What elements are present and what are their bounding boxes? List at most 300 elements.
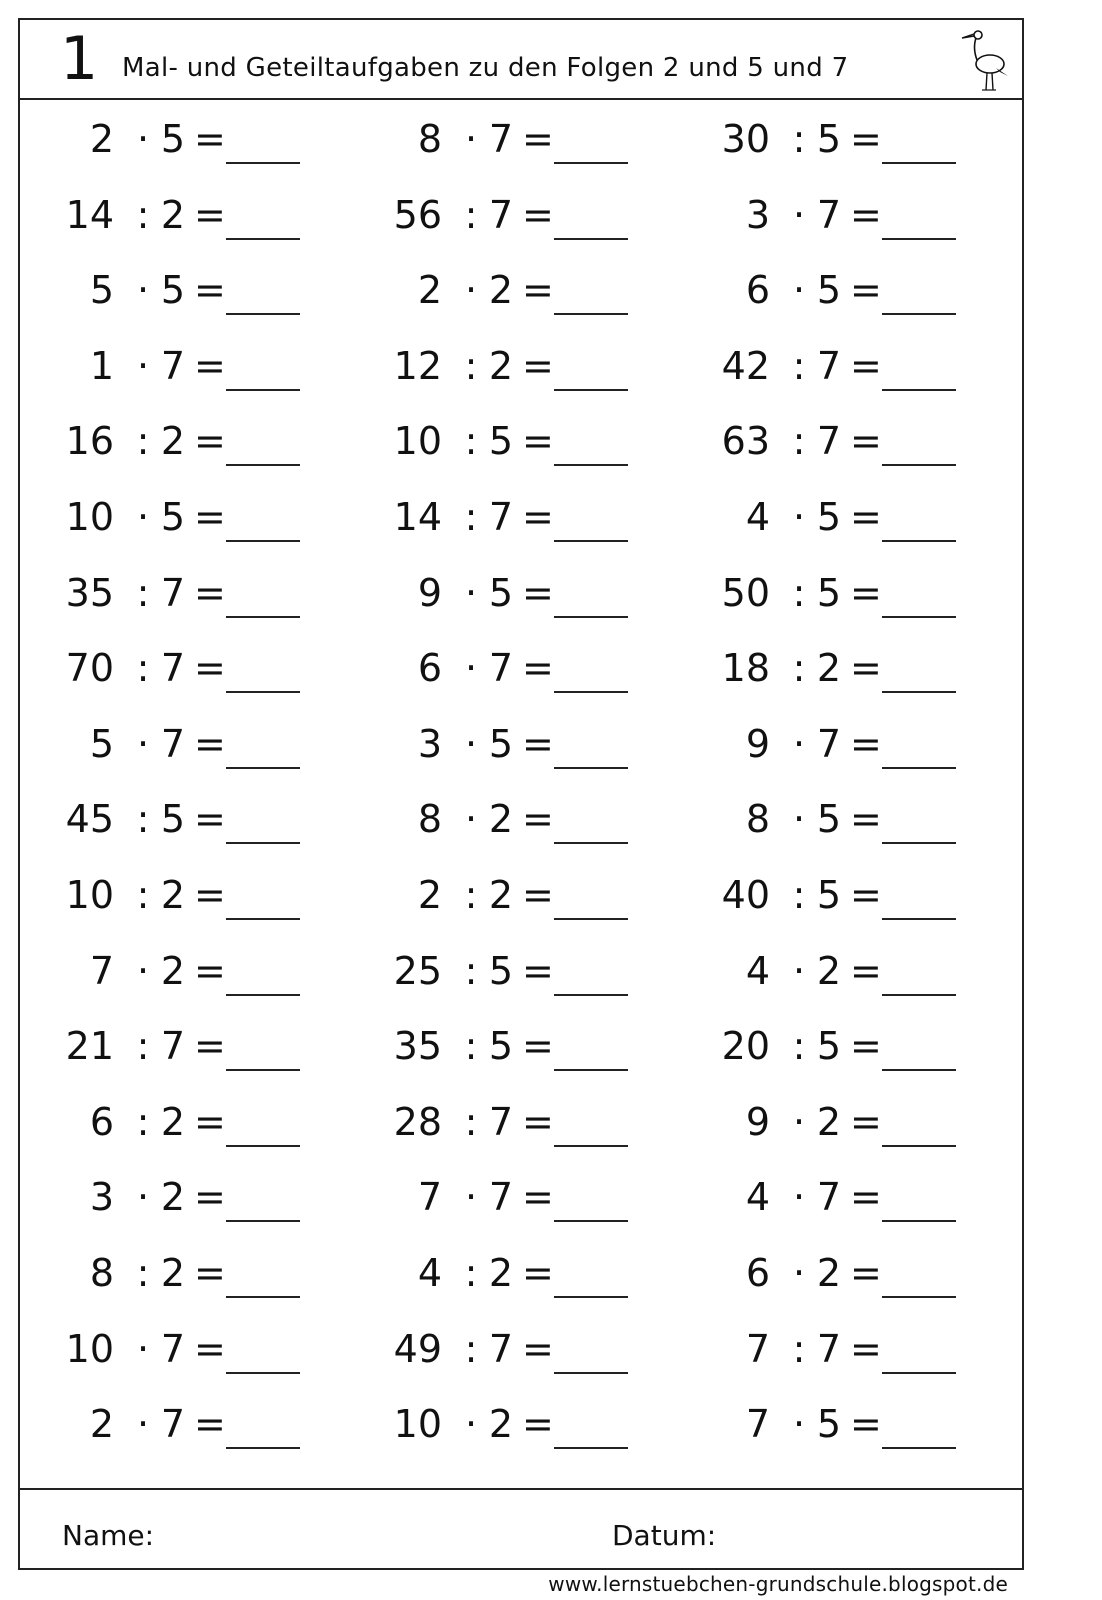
operand-a: 3 xyxy=(89,1175,114,1220)
math-task xyxy=(348,178,648,255)
equals-sign: = xyxy=(850,419,882,464)
math-task xyxy=(348,1236,648,1313)
answer-blank[interactable] xyxy=(226,1220,300,1222)
answer-blank[interactable] xyxy=(226,994,300,996)
math-task xyxy=(348,556,648,633)
equals-sign: = xyxy=(522,343,554,388)
answer-blank[interactable] xyxy=(882,162,956,164)
operand-a: 7 xyxy=(745,1326,770,1371)
answer-blank[interactable] xyxy=(554,1069,628,1071)
operand-a: 35 xyxy=(65,570,114,615)
operand-a: 4 xyxy=(745,948,770,993)
operand-b: 7 xyxy=(488,1326,514,1371)
operand-b: 5 xyxy=(160,117,186,161)
equals-sign: = xyxy=(194,1175,226,1220)
operand-a: 7 xyxy=(89,948,114,993)
operand-b: 7 xyxy=(488,495,514,539)
operand-b: 2 xyxy=(488,797,514,842)
answer-blank[interactable] xyxy=(226,162,300,164)
operator: · xyxy=(792,1175,806,1220)
operand-a: 35 xyxy=(393,1024,442,1069)
task-grid xyxy=(20,98,1022,1494)
operator: : xyxy=(792,419,806,464)
operand-a: 7 xyxy=(417,1175,442,1220)
math-task xyxy=(676,1387,976,1464)
operator: : xyxy=(464,192,478,237)
operand-b: 5 xyxy=(488,948,514,993)
name-label: Name: xyxy=(62,1519,155,1552)
operator: · xyxy=(136,343,150,388)
answer-blank[interactable] xyxy=(554,238,628,240)
answer-blank[interactable] xyxy=(554,767,628,769)
equals-sign: = xyxy=(850,117,882,161)
operand-a: 6 xyxy=(745,268,770,313)
equals-sign: = xyxy=(522,1251,554,1295)
operand-b: 2 xyxy=(488,268,514,313)
math-task xyxy=(348,782,648,859)
math-task xyxy=(676,1312,976,1389)
equals-sign: = xyxy=(850,797,882,842)
answer-blank[interactable] xyxy=(226,1372,300,1374)
equals-sign: = xyxy=(194,343,226,388)
operand-a: 28 xyxy=(393,1099,442,1144)
answer-blank[interactable] xyxy=(554,1372,628,1374)
math-task xyxy=(20,404,320,481)
operator: : xyxy=(464,1099,478,1144)
operator: : xyxy=(464,343,478,388)
equals-sign: = xyxy=(522,495,554,539)
operator: · xyxy=(792,1099,806,1144)
equals-sign: = xyxy=(522,1099,554,1144)
answer-blank[interactable] xyxy=(226,918,300,920)
worksheet-footer xyxy=(20,1488,1022,1568)
equals-sign: = xyxy=(194,495,226,539)
operand-b: 7 xyxy=(160,343,186,388)
equals-sign: = xyxy=(850,1175,882,1220)
operator: · xyxy=(792,192,806,237)
operator: · xyxy=(464,1402,478,1447)
equals-sign: = xyxy=(194,419,226,464)
operand-a: 8 xyxy=(89,1251,114,1295)
operand-a: 9 xyxy=(745,721,770,766)
operand-a: 21 xyxy=(65,1024,114,1069)
operand-a: 7 xyxy=(745,1402,770,1447)
task-row xyxy=(20,707,1022,784)
operand-b: 2 xyxy=(160,873,186,917)
math-task xyxy=(676,1236,976,1313)
operator: · xyxy=(464,268,478,313)
math-task xyxy=(676,707,976,784)
operand-b: 7 xyxy=(160,1326,186,1371)
operator: · xyxy=(464,721,478,766)
operator: : xyxy=(136,873,150,917)
answer-blank[interactable] xyxy=(882,767,956,769)
answer-blank[interactable] xyxy=(554,842,628,844)
answer-blank[interactable] xyxy=(226,1145,300,1147)
operator: : xyxy=(464,1251,478,1295)
math-task xyxy=(20,556,320,633)
equals-sign: = xyxy=(850,873,882,917)
operand-a: 70 xyxy=(65,646,114,691)
answer-blank[interactable] xyxy=(882,691,956,693)
math-task xyxy=(676,782,976,859)
answer-blank[interactable] xyxy=(226,1296,300,1298)
answer-blank[interactable] xyxy=(226,389,300,391)
equals-sign: = xyxy=(522,1024,554,1069)
operand-b: 7 xyxy=(816,1326,842,1371)
operator: · xyxy=(792,1251,806,1295)
task-row xyxy=(20,858,1022,935)
task-row xyxy=(20,329,1022,406)
operand-a: 6 xyxy=(745,1251,770,1295)
answer-blank[interactable] xyxy=(882,464,956,466)
math-task xyxy=(348,1312,648,1389)
operand-a: 20 xyxy=(721,1024,770,1069)
math-task xyxy=(20,102,320,179)
operator: : xyxy=(464,1326,478,1371)
operator: · xyxy=(136,1175,150,1220)
operand-b: 5 xyxy=(488,721,514,766)
operator: · xyxy=(792,268,806,313)
operand-b: 2 xyxy=(816,948,842,993)
operand-a: 56 xyxy=(393,192,442,237)
math-task xyxy=(348,1085,648,1162)
operand-a: 8 xyxy=(745,797,770,842)
operator: : xyxy=(464,1024,478,1069)
task-row xyxy=(20,178,1022,255)
answer-blank[interactable] xyxy=(882,842,956,844)
answer-blank[interactable] xyxy=(554,313,628,315)
equals-sign: = xyxy=(522,117,554,161)
math-task xyxy=(20,782,320,859)
task-row xyxy=(20,1312,1022,1389)
operator: · xyxy=(136,721,150,766)
math-task xyxy=(676,102,976,179)
math-task xyxy=(20,934,320,1011)
answer-blank[interactable] xyxy=(882,1372,956,1374)
math-task xyxy=(348,631,648,708)
operator: · xyxy=(792,797,806,842)
math-task xyxy=(348,404,648,481)
equals-sign: = xyxy=(194,797,226,842)
operand-a: 10 xyxy=(65,495,114,539)
math-task xyxy=(676,1085,976,1162)
answer-blank[interactable] xyxy=(554,1220,628,1222)
answer-blank[interactable] xyxy=(882,994,956,996)
math-task xyxy=(20,253,320,330)
operand-a: 2 xyxy=(417,873,442,917)
operand-a: 10 xyxy=(393,1402,442,1447)
operand-a: 3 xyxy=(745,192,770,237)
operator: : xyxy=(464,495,478,539)
answer-blank[interactable] xyxy=(226,313,300,315)
worksheet-number: 1 xyxy=(60,24,99,94)
operand-a: 10 xyxy=(393,419,442,464)
answer-blank[interactable] xyxy=(882,389,956,391)
answer-blank[interactable] xyxy=(882,540,956,542)
operand-b: 5 xyxy=(816,495,842,539)
equals-sign: = xyxy=(194,570,226,615)
math-task xyxy=(20,1009,320,1086)
math-task xyxy=(676,329,976,406)
operand-b: 7 xyxy=(488,646,514,691)
operand-a: 2 xyxy=(417,268,442,313)
answer-blank[interactable] xyxy=(882,238,956,240)
operand-b: 7 xyxy=(816,721,842,766)
answer-blank[interactable] xyxy=(554,540,628,542)
math-task xyxy=(676,480,976,557)
equals-sign: = xyxy=(850,495,882,539)
answer-blank[interactable] xyxy=(554,389,628,391)
operand-b: 5 xyxy=(160,797,186,842)
math-task xyxy=(676,631,976,708)
operand-b: 5 xyxy=(816,1402,842,1447)
answer-blank[interactable] xyxy=(226,767,300,769)
answer-blank[interactable] xyxy=(882,1447,956,1449)
operand-b: 5 xyxy=(816,873,842,917)
equals-sign: = xyxy=(522,192,554,237)
math-task xyxy=(20,1160,320,1237)
equals-sign: = xyxy=(850,948,882,993)
answer-blank[interactable] xyxy=(882,1220,956,1222)
operator: · xyxy=(136,268,150,313)
operand-b: 7 xyxy=(160,1402,186,1447)
operand-b: 7 xyxy=(488,117,514,161)
operand-b: 7 xyxy=(488,192,514,237)
operator: · xyxy=(464,117,478,161)
operand-a: 10 xyxy=(65,873,114,917)
equals-sign: = xyxy=(850,1099,882,1144)
operand-b: 2 xyxy=(488,873,514,917)
operand-a: 5 xyxy=(89,268,114,313)
worksheet-header xyxy=(20,20,1022,100)
operator: : xyxy=(136,1099,150,1144)
operator: : xyxy=(136,570,150,615)
task-row xyxy=(20,1160,1022,1237)
operator: · xyxy=(136,948,150,993)
website-url: www.lernstuebchen-grundschule.blogspot.de xyxy=(548,1572,1008,1596)
operand-b: 5 xyxy=(488,419,514,464)
operand-b: 7 xyxy=(160,646,186,691)
equals-sign: = xyxy=(850,646,882,691)
equals-sign: = xyxy=(194,1326,226,1371)
operand-a: 10 xyxy=(65,1326,114,1371)
operand-b: 7 xyxy=(816,343,842,388)
operator: · xyxy=(464,1175,478,1220)
operand-a: 8 xyxy=(417,797,442,842)
task-row xyxy=(20,1009,1022,1086)
equals-sign: = xyxy=(850,721,882,766)
operand-a: 14 xyxy=(65,192,114,237)
equals-sign: = xyxy=(522,1175,554,1220)
equals-sign: = xyxy=(850,268,882,313)
equals-sign: = xyxy=(522,268,554,313)
worksheet xyxy=(18,18,1024,1570)
operand-a: 40 xyxy=(721,873,770,917)
operand-b: 2 xyxy=(160,948,186,993)
equals-sign: = xyxy=(850,1251,882,1295)
math-task xyxy=(676,404,976,481)
operand-a: 2 xyxy=(89,117,114,161)
operator: · xyxy=(792,1402,806,1447)
answer-blank[interactable] xyxy=(554,616,628,618)
math-task xyxy=(20,707,320,784)
equals-sign: = xyxy=(194,948,226,993)
task-row xyxy=(20,102,1022,179)
task-row xyxy=(20,1085,1022,1162)
operator: : xyxy=(792,646,806,691)
operator: : xyxy=(792,343,806,388)
math-task xyxy=(20,858,320,935)
math-task xyxy=(20,1085,320,1162)
math-task xyxy=(348,858,648,935)
math-task xyxy=(676,1160,976,1237)
answer-blank[interactable] xyxy=(554,1296,628,1298)
operand-a: 9 xyxy=(417,570,442,615)
operator: : xyxy=(792,117,806,161)
equals-sign: = xyxy=(194,646,226,691)
answer-blank[interactable] xyxy=(882,1296,956,1298)
operand-a: 4 xyxy=(745,1175,770,1220)
answer-blank[interactable] xyxy=(226,1447,300,1449)
operator: : xyxy=(464,948,478,993)
operand-b: 5 xyxy=(816,268,842,313)
math-task xyxy=(348,707,648,784)
math-task xyxy=(676,253,976,330)
task-row xyxy=(20,404,1022,481)
operator: · xyxy=(136,1402,150,1447)
operator: : xyxy=(464,873,478,917)
equals-sign: = xyxy=(194,117,226,161)
math-task xyxy=(348,480,648,557)
operand-b: 2 xyxy=(488,343,514,388)
operand-a: 45 xyxy=(65,797,114,842)
task-row xyxy=(20,782,1022,859)
answer-blank[interactable] xyxy=(554,1447,628,1449)
answer-blank[interactable] xyxy=(882,1145,956,1147)
equals-sign: = xyxy=(522,873,554,917)
operator: : xyxy=(464,419,478,464)
operator: : xyxy=(792,1024,806,1069)
operand-b: 7 xyxy=(160,570,186,615)
operand-b: 7 xyxy=(488,1099,514,1144)
task-row xyxy=(20,631,1022,708)
equals-sign: = xyxy=(194,192,226,237)
operand-b: 5 xyxy=(816,1024,842,1069)
math-task xyxy=(676,934,976,1011)
answer-blank[interactable] xyxy=(554,994,628,996)
operand-a: 18 xyxy=(721,646,770,691)
operator: · xyxy=(464,646,478,691)
operand-a: 6 xyxy=(417,646,442,691)
equals-sign: = xyxy=(850,1402,882,1447)
answer-blank[interactable] xyxy=(882,616,956,618)
worksheet-title: Mal- und Geteiltaufgaben zu den Folgen 2 und 5 und 7 xyxy=(122,53,849,83)
operator: · xyxy=(792,495,806,539)
answer-blank[interactable] xyxy=(554,162,628,164)
equals-sign: = xyxy=(522,419,554,464)
operator: : xyxy=(792,1326,806,1371)
operand-b: 5 xyxy=(160,495,186,539)
equals-sign: = xyxy=(194,873,226,917)
operand-b: 5 xyxy=(816,570,842,615)
operator: · xyxy=(464,797,478,842)
equals-sign: = xyxy=(522,1326,554,1371)
math-task xyxy=(20,329,320,406)
answer-blank[interactable] xyxy=(882,918,956,920)
operand-a: 6 xyxy=(89,1099,114,1144)
operand-b: 2 xyxy=(488,1402,514,1447)
task-row xyxy=(20,556,1022,633)
operand-b: 7 xyxy=(816,1175,842,1220)
answer-blank[interactable] xyxy=(226,540,300,542)
operand-a: 42 xyxy=(721,343,770,388)
operand-b: 2 xyxy=(816,646,842,691)
answer-blank[interactable] xyxy=(226,616,300,618)
math-task xyxy=(348,1387,648,1464)
operand-a: 4 xyxy=(745,495,770,539)
task-row xyxy=(20,1236,1022,1313)
operand-b: 2 xyxy=(160,1099,186,1144)
math-task xyxy=(676,1009,976,1086)
operator: : xyxy=(136,419,150,464)
equals-sign: = xyxy=(194,1402,226,1447)
math-task xyxy=(20,1312,320,1389)
date-label: Datum: xyxy=(612,1519,717,1552)
operator: : xyxy=(136,797,150,842)
operand-a: 4 xyxy=(417,1251,442,1295)
operator: · xyxy=(136,495,150,539)
operator: : xyxy=(792,873,806,917)
operand-b: 5 xyxy=(488,570,514,615)
answer-blank[interactable] xyxy=(554,1145,628,1147)
operator: : xyxy=(136,646,150,691)
equals-sign: = xyxy=(850,1024,882,1069)
math-task xyxy=(348,1160,648,1237)
answer-blank[interactable] xyxy=(226,464,300,466)
answer-blank[interactable] xyxy=(882,1069,956,1071)
operand-a: 1 xyxy=(89,343,114,388)
equals-sign: = xyxy=(522,1402,554,1447)
answer-blank[interactable] xyxy=(226,238,300,240)
answer-blank[interactable] xyxy=(226,842,300,844)
operator: · xyxy=(464,570,478,615)
operand-b: 5 xyxy=(488,1024,514,1069)
operand-b: 2 xyxy=(488,1251,514,1295)
equals-sign: = xyxy=(850,343,882,388)
answer-blank[interactable] xyxy=(554,464,628,466)
operator: : xyxy=(792,570,806,615)
operand-a: 25 xyxy=(393,948,442,993)
math-task xyxy=(20,480,320,557)
math-task xyxy=(676,178,976,255)
math-task xyxy=(20,178,320,255)
operand-a: 30 xyxy=(721,117,770,161)
answer-blank[interactable] xyxy=(554,691,628,693)
math-task xyxy=(20,1236,320,1313)
operand-b: 7 xyxy=(816,192,842,237)
operand-a: 12 xyxy=(393,343,442,388)
answer-blank[interactable] xyxy=(882,313,956,315)
operand-b: 5 xyxy=(816,117,842,161)
task-row xyxy=(20,480,1022,557)
operand-b: 7 xyxy=(488,1175,514,1220)
answer-blank[interactable] xyxy=(226,1069,300,1071)
operand-b: 2 xyxy=(160,1175,186,1220)
answer-blank[interactable] xyxy=(554,918,628,920)
operand-a: 5 xyxy=(89,721,114,766)
answer-blank[interactable] xyxy=(226,691,300,693)
